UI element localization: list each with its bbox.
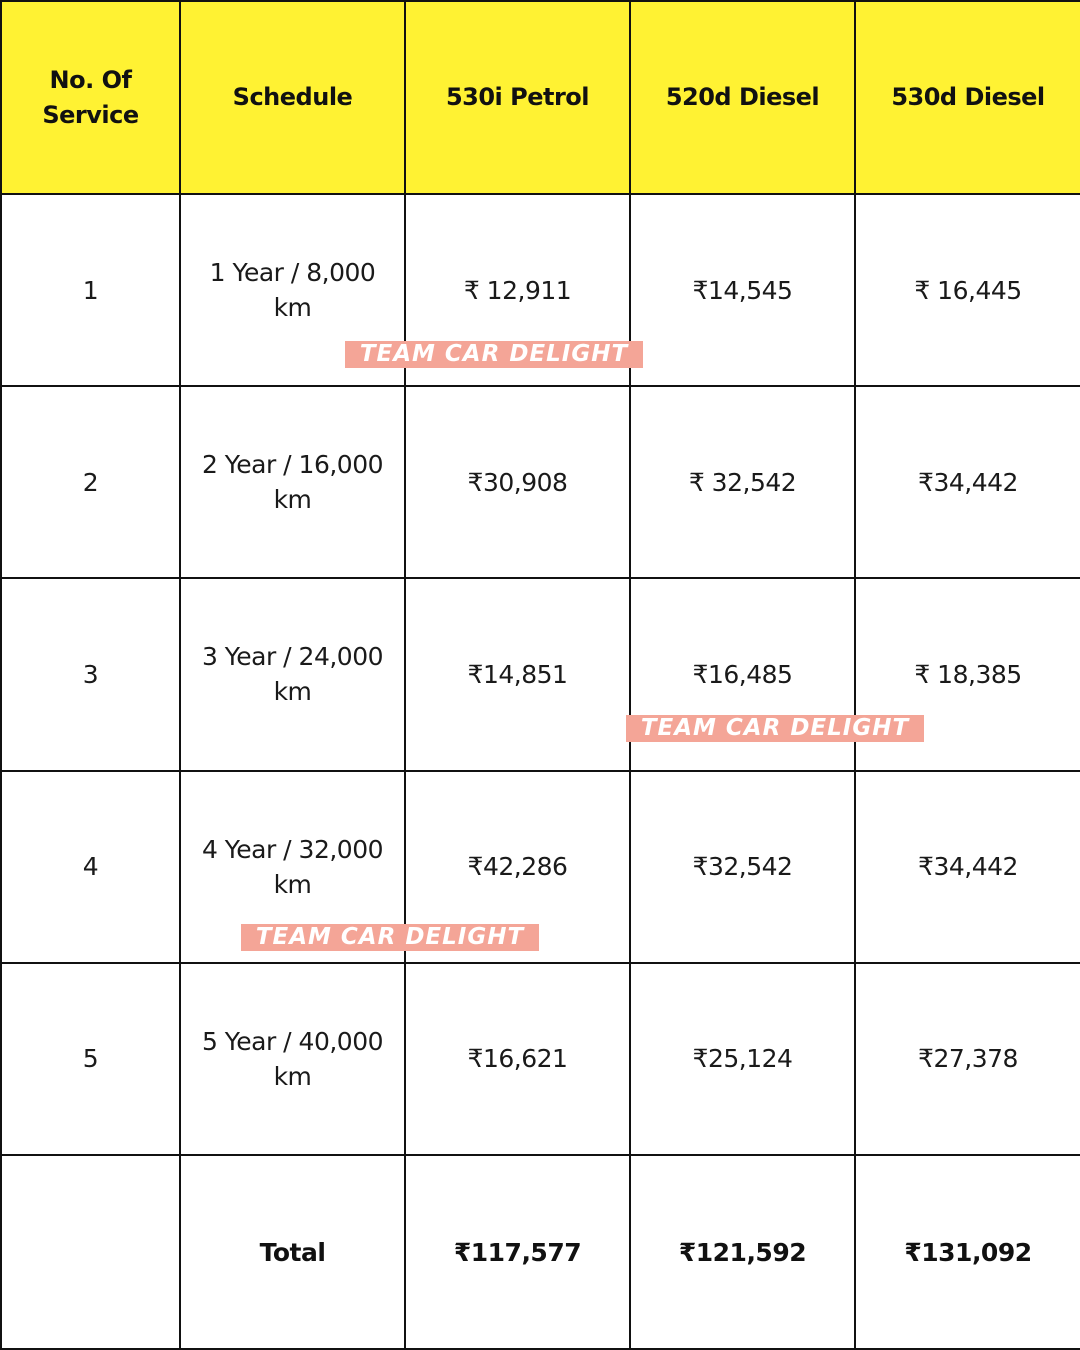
cost-530d-cell: ₹34,442 [855,771,1080,963]
cost-530d-cell: ₹34,442 [855,386,1080,578]
total-label: Total [180,1155,405,1349]
header-530i-petrol: 530i Petrol [405,1,630,194]
cost-530i-cell: ₹ 12,911 [405,194,630,386]
header-row [1,1,1080,194]
total-520d-cell: ₹121,592 [630,1155,855,1349]
table-row [1,386,1080,578]
schedule-cell: 4 Year / 32,000 km [180,771,405,963]
schedule-cell: 3 Year / 24,000 km [180,578,405,770]
cost-530i-cell: ₹30,908 [405,386,630,578]
cost-530i-cell: ₹16,621 [405,963,630,1155]
total-empty-cell [1,1155,180,1349]
schedule-cell: 2 Year / 16,000 km [180,386,405,578]
service-number-cell: 5 [1,963,180,1155]
cost-520d-cell: ₹ 32,542 [630,386,855,578]
total-530i-cell: ₹117,577 [405,1155,630,1349]
service-number-cell: 1 [1,194,180,386]
cost-530i-cell: ₹42,286 [405,771,630,963]
watermark-label: TEAM CAR DELIGHT [626,715,924,742]
service-number-cell: 4 [1,771,180,963]
watermark-label: TEAM CAR DELIGHT [345,341,643,368]
cost-520d-cell: ₹14,545 [630,194,855,386]
header-no-of-service: No. Of Service [1,1,180,194]
cost-520d-cell: ₹25,124 [630,963,855,1155]
cost-530i-cell: ₹14,851 [405,578,630,770]
cost-520d-cell: ₹16,485 [630,578,855,770]
header-520d-diesel: 520d Diesel [630,1,855,194]
total-row [1,1155,1080,1349]
header-530d-diesel: 530d Diesel [855,1,1080,194]
table-row [1,771,1080,963]
cost-520d-cell: ₹32,542 [630,771,855,963]
header-schedule: Schedule [180,1,405,194]
schedule-cell: 1 Year / 8,000 km [180,194,405,386]
cost-530d-cell: ₹ 18,385 [855,578,1080,770]
table-row [1,963,1080,1155]
cost-530d-cell: ₹27,378 [855,963,1080,1155]
watermark-label: TEAM CAR DELIGHT [241,924,539,951]
service-number-cell: 3 [1,578,180,770]
cost-530d-cell: ₹ 16,445 [855,194,1080,386]
total-530d-cell: ₹131,092 [855,1155,1080,1349]
schedule-cell: 5 Year / 40,000 km [180,963,405,1155]
service-number-cell: 2 [1,386,180,578]
